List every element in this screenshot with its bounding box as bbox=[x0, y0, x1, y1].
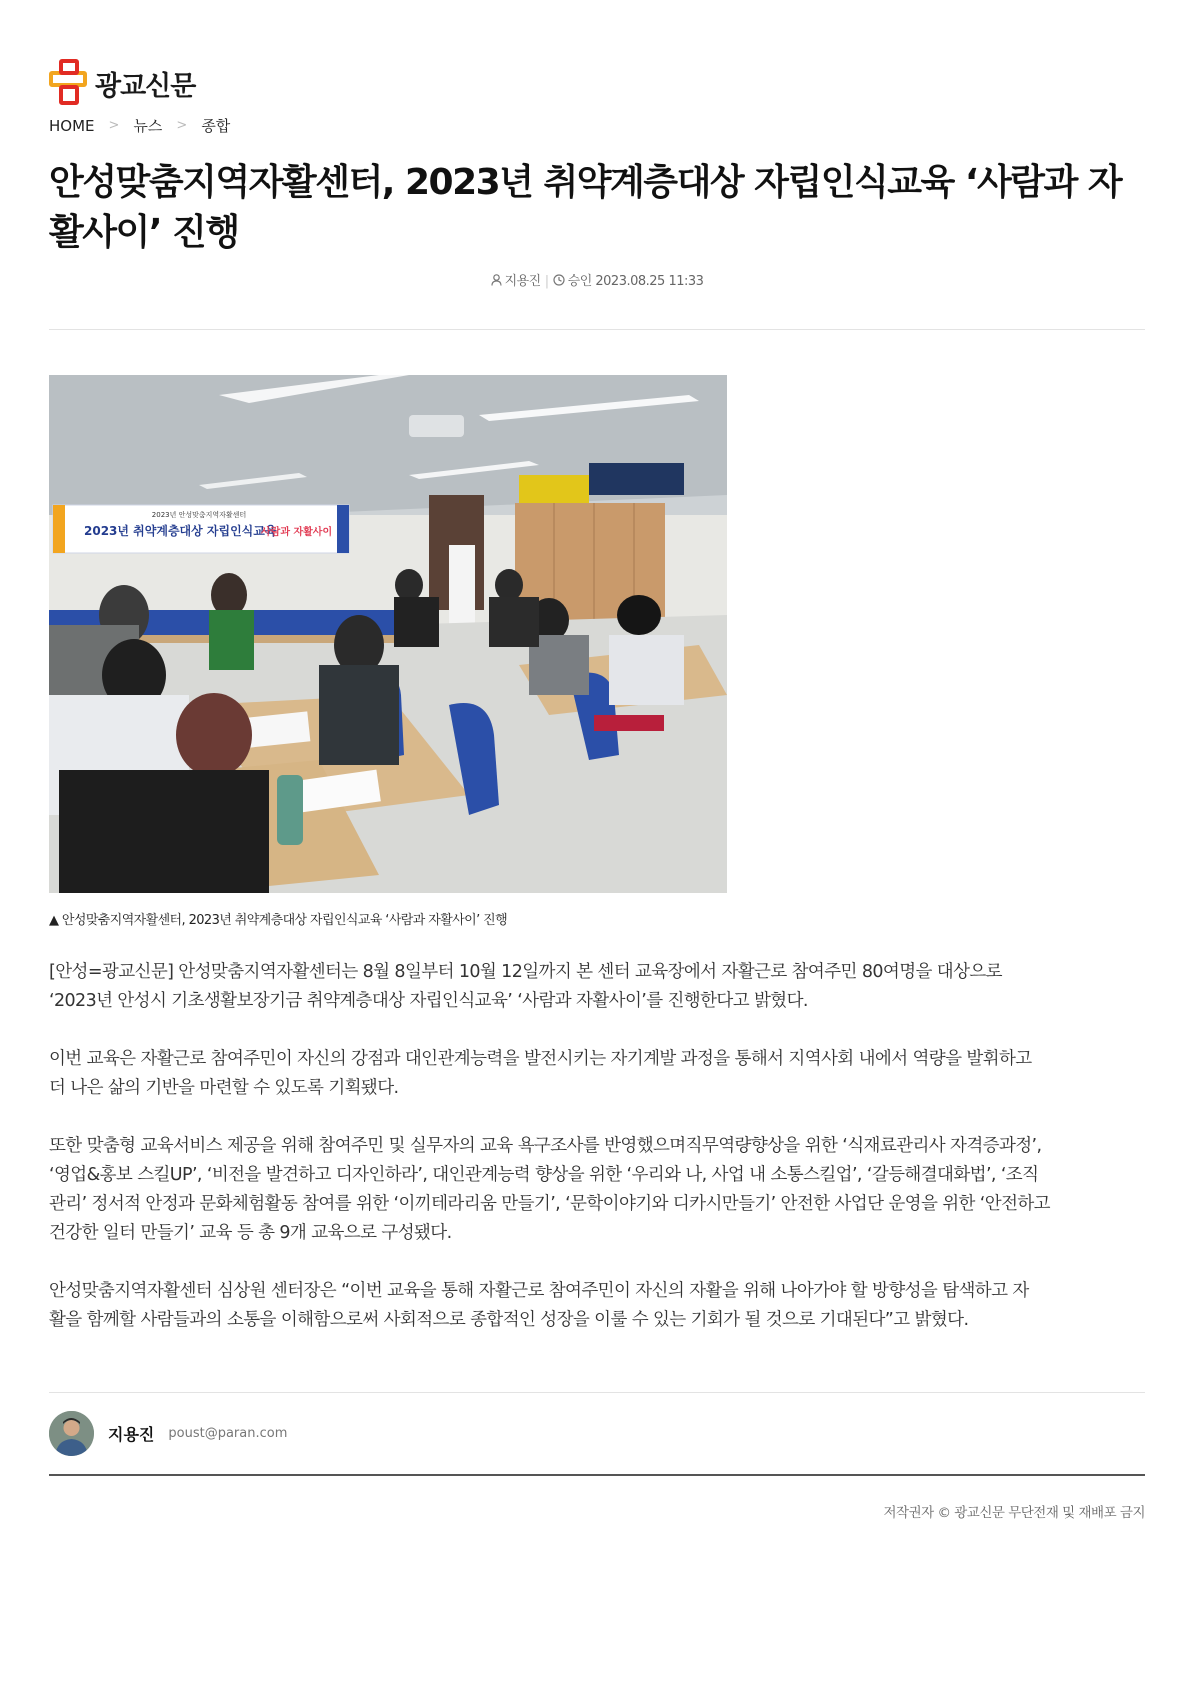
article-paragraph: 또한 맞춤형 교육서비스 제공을 위해 참여주민 및 실무자의 교육 욕구조사를 반영했으며직무역량향상을 위한 ‘식재료관리사 자격증과정’, ‘영업&홍보 스킬UP’, ‘비전을 발견하고 디자인하라’, 대인관계능력 향상을 위한 ‘우리와 나, 사업 내 소통스킬업’, ‘갈등해결대화법’, ‘조직 관리’ 정서적 안정과 문화체험활동 참여를 위한 ‘이끼테라리움 만들기’, ‘문학이야기와 디카시만들기’ 안전한 사업단 운영을 위한 ‘안전하고 건강한 일터 만들기’ 교육 등 총 9개 교육으로 구성됐다. bbox=[49, 1136, 1050, 1243]
article-paragraph: [안성=광교신문] 안성맞춤지역자활센터는 8월 8일부터 10월 12일까지 본 센터 교육장에서 자활근로 참여주민 80여명을 대상으로 ‘2023년 안성시 기초생활보장기금 취약계층대상 자립인식교육’ ‘사람과 자활사이’를 진행한다고 밝혔다. bbox=[49, 962, 1002, 1011]
breadcrumb-section[interactable]: 뉴스 bbox=[133, 117, 163, 135]
article-photo[interactable] bbox=[49, 375, 727, 893]
user-icon bbox=[491, 274, 502, 286]
chevron-right-icon: > bbox=[176, 118, 188, 133]
copyright-notice: 저작권자 © 광교신문 무단전재 및 재배포 금지 bbox=[883, 1505, 1145, 1521]
avatar[interactable] bbox=[49, 1411, 94, 1456]
banner-main-text: 2023년 취약계층대상 자립인식교육 bbox=[84, 524, 277, 538]
article-title: 안성맞춤지역자활센터, 2023년 취약계층대상 자립인식교육 ‘사람과 자활사이’ 진행 bbox=[49, 162, 1122, 253]
article-paragraph: 이번 교육은 자활근로 참여주민이 자신의 강점과 대인관계능력을 발전시키는 자기계발 과정을 통해서 지역사회 내에서 역량을 발휘하고 더 나은 삶의 기반을 마련할 수 있도록 기획됐다. bbox=[49, 1049, 1032, 1098]
article-byline: 지용진 | 승인 2023.08.25 11:33 bbox=[49, 270, 1145, 289]
clock-icon bbox=[553, 274, 565, 286]
breadcrumb-category[interactable]: 종합 bbox=[201, 117, 231, 135]
site-logo[interactable] bbox=[49, 58, 195, 108]
breadcrumb bbox=[49, 115, 230, 136]
divider bbox=[49, 1474, 1145, 1476]
author-box bbox=[49, 1410, 287, 1456]
divider bbox=[49, 1392, 1145, 1393]
logo-mark-icon bbox=[49, 59, 91, 107]
article-body bbox=[49, 958, 1145, 1364]
photo-caption: ▲ 안성맞춤지역자활센터, 2023년 취약계층대상 자립인식교육 ‘사람과 자활사이’ 진행 bbox=[49, 913, 508, 928]
banner-small-text: 2023년 안성맞춤지역자활센터 bbox=[151, 511, 247, 519]
banner-highlight-text: 사람과 자활사이 bbox=[261, 527, 333, 538]
chevron-right-icon: > bbox=[108, 118, 120, 133]
author-email[interactable]: poust@paran.com bbox=[168, 1425, 288, 1441]
breadcrumb-home[interactable]: HOME bbox=[49, 116, 95, 135]
logo-text: 광교신문 bbox=[95, 70, 196, 102]
byline-author[interactable]: 지용진 bbox=[504, 274, 541, 289]
divider bbox=[49, 329, 1145, 330]
article-paragraph: 안성맞춤지역자활센터 심상원 센터장은 “이번 교육을 통해 자활근로 참여주민이 자신의 자활을 위해 나아가야 할 방향성을 탐색하고 자 활을 함께할 사람들과의 소통을 이해함으로써 사회적으로 종합적인 성장을 이룰 수 있는 기회가 될 것으로 기대된다”고 밝혔다. bbox=[49, 1281, 1029, 1330]
byline-date: 승인 2023.08.25 11:33 bbox=[567, 274, 704, 289]
author-name[interactable]: 지용진 bbox=[108, 1424, 155, 1444]
